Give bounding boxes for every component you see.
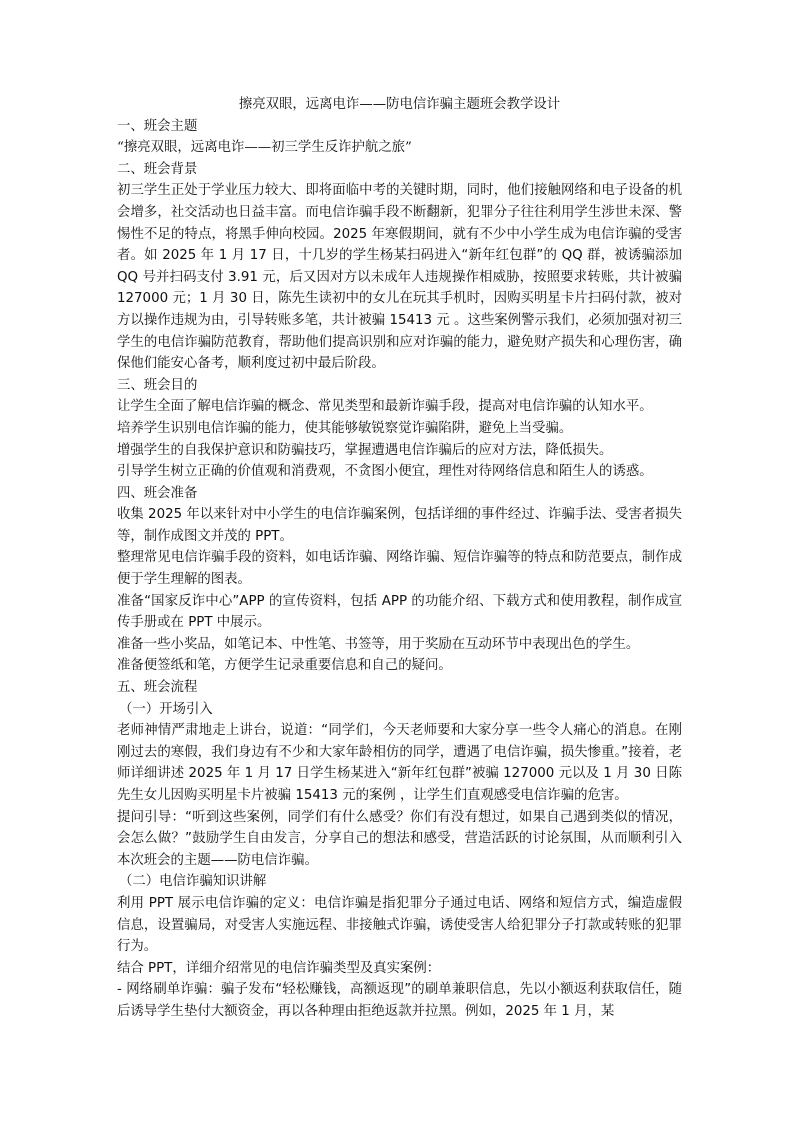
background-paragraph: 初三学生正处于学业压力较大、即将面临中考的关键时期，同时，他们接触网络和电子设备的机会增多，社交活动也日益丰富。而电信诈骗手段不断翻新，犯罪分子往往利用学生涉世未深、警惕性不足的特点，将黑手伸向校园。2025 年寒假期间，就有不少中小学生成为电信诈骗的受害者。如 2025 年 1 月 17 日，十几岁的学生杨某扫码进入“新年红包群”的 QQ 群，被诱骗添加 QQ 号并扫码支付 3.91 元，后又因对方以未成年人违规操作相威胁，按照要求转账，共计被骗 127000 元；1 月 30 日，陈先生读初中的女儿在玩其手机时，因购买明星卡片扫码付款，被对方以操作违规为由，引导转账多笔，共计被骗 15413 元 。这些案例警示我们，必须加强对初三学生的电信诈骗防范教育，帮助他们提高识别和应对诈骗的能力，避免财产损失和心理伤害，确保他们能安心备考，顺利度过初中最后阶段。 xyxy=(117,183,682,372)
document-page xyxy=(117,94,682,1023)
goal-item: 培养学生识别电信诈骗的能力，使其能够敏锐察觉诈骗陷阱，避免上当受骗。 xyxy=(117,420,573,436)
subsection-heading-knowledge: （二）电信诈骗知识讲解 xyxy=(119,874,267,890)
opening-question-paragraph: 提问引导：“听到这些案例，同学们有什么感受？你们有没有想过，如果自己遇到类似的情况，会怎么做？”鼓励学生自由发言，分享自己的想法和感受，营造活跃的讨论氛围，从而顺利引入本次班会的主题——防电信诈骗。 xyxy=(117,809,682,868)
theme-text: “擦亮双眼，远离电诈——初三学生反诈护航之旅” xyxy=(117,140,412,156)
goal-item: 让学生全面了解电信诈骗的概念、常见类型和最新诈骗手段，提高对电信诈骗的认知水平。 xyxy=(117,399,653,415)
section-heading-background: 二、班会背景 xyxy=(117,161,198,177)
preparation-item: 准备“国家反诈中心”APP 的宣传资料，包括 APP 的功能介绍、下载方式和使用教程，制作成宣传手册或在 PPT 中展示。 xyxy=(117,593,682,631)
opening-paragraph: 老师神情严肃地走上讲台，说道：“同学们，今天老师要和大家分享一些令人痛心的消息。在刚刚过去的寒假，我们身边有不少和大家年龄相仿的同学，遭遇了电信诈骗，损失惨重。”接着，老师详细讲述 2025 年 1 月 17 日学生杨某进入“新年红包群”被骗 127000 元以及 1 月 30 日陈先生女儿因购买明星卡片被骗 15413 元的案例 ，让学生们直观感受电信诈骗的危害。 xyxy=(117,723,682,803)
section-heading-goals: 三、班会目的 xyxy=(117,377,198,393)
section-heading-procedure: 五、班会流程 xyxy=(117,680,198,696)
preparation-item: 准备便签纸和笔，方便学生记录重要信息和自己的疑问。 xyxy=(117,658,452,674)
types-intro-paragraph: 结合 PPT，详细介绍常见的电信诈骗类型及真实案例： xyxy=(117,960,441,976)
definition-paragraph: 利用 PPT 展示电信诈骗的定义：电信诈骗是指犯罪分子通过电话、网络和短信方式，编造虚假信息，设置骗局，对受害人实施远程、非接触式诈骗，诱使受害人给犯罪分子打款或转账的犯罪行为。 xyxy=(117,895,682,955)
preparation-item: 整理常见电信诈骗手段的资料，如电话诈骗、网络诈骗、短信诈骗等的特点和防范要点，制作成便于学生理解的图表。 xyxy=(117,550,682,588)
preparation-item: 收集 2025 年以来针对中小学生的电信诈骗案例，包括详细的事件经过、诈骗手法、受害者损失等，制作成图文并茂的 PPT。 xyxy=(117,507,682,544)
section-heading-preparation: 四、班会准备 xyxy=(117,485,198,501)
preparation-item: 准备一些小奖品，如笔记本、中性笔、书签等，用于奖励在互动环节中表现出色的学生。 xyxy=(117,636,640,652)
goal-item: 引导学生树立正确的价值观和消费观，不贪图小便宜，理性对待网络信息和陌生人的诱惑。 xyxy=(117,464,653,480)
subsection-heading-opening: （一）开场引入 xyxy=(119,701,213,717)
section-heading-theme: 一、班会主题 xyxy=(117,118,198,134)
document-title: 擦亮双眼，远离电诈——防电信诈骗主题班会教学设计 xyxy=(238,97,561,112)
scam-type-item: - 网络刷单诈骗：骗子发布“轻松赚钱，高额返现”的刷单兼职信息，先以小额返利获取信任，随后诱导学生垫付大额资金，再以各种理由拒绝返款并拉黑。例如，2025 年 1 月，某 xyxy=(117,982,682,1019)
goal-item: 增强学生的自我保护意识和防骗技巧，掌握遭遇电信诈骗后的应对方法，降低损失。 xyxy=(117,442,613,458)
